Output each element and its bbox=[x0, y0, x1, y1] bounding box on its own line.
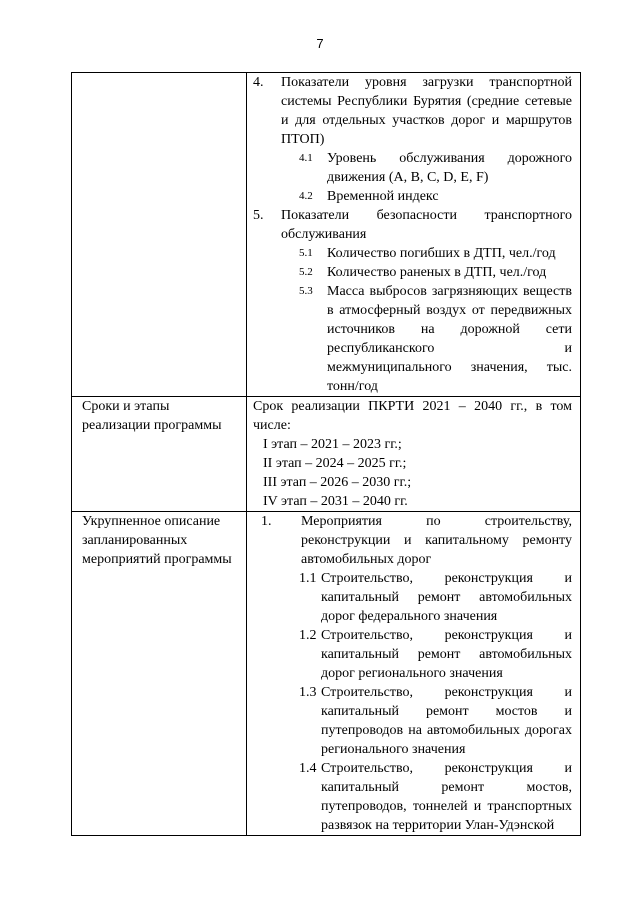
item-number: 4.1 bbox=[299, 152, 313, 164]
terms-cell bbox=[247, 397, 581, 512]
item-number: 4.2 bbox=[299, 190, 313, 202]
list-item bbox=[253, 244, 572, 263]
terms-intro: Срок реализации ПКРТИ 2021 – 2040 гг., в том числе: bbox=[253, 399, 572, 433]
item-number: 4. bbox=[253, 75, 264, 90]
table-row-activities bbox=[72, 512, 581, 836]
list-item bbox=[253, 282, 572, 396]
list-item bbox=[253, 73, 572, 149]
row-label-cell bbox=[72, 73, 247, 397]
page-number: 7 bbox=[316, 36, 324, 51]
program-passport-table bbox=[71, 72, 581, 836]
item-text: Временной индекс bbox=[327, 189, 439, 204]
item-number: 5.3 bbox=[299, 285, 313, 297]
list-item bbox=[253, 569, 572, 626]
list-item bbox=[253, 206, 572, 244]
item-text: Строительство, реконструкция и капитальный ремонт мостов, путепроводов, тоннелей и транспортных развязок на территории Улан-Удэнской bbox=[321, 761, 572, 833]
item-number: 1.1 bbox=[299, 571, 317, 586]
list-item bbox=[253, 149, 572, 187]
stage-item: I этап – 2021 – 2023 гг.; bbox=[263, 437, 402, 452]
item-text: Показатели уровня загрузки транспортной системы Республики Бурятия (средние сетевые и для отдельных участков дорог и маршрутов ПТОП) bbox=[281, 75, 572, 147]
item-text: Строительство, реконструкция и капитальный ремонт автомобильных дорог федерального значения bbox=[321, 571, 572, 624]
item-text: Показатели безопасности транспортного обслуживания bbox=[281, 208, 572, 242]
item-number: 1.2 bbox=[299, 628, 317, 643]
list-item bbox=[253, 263, 572, 282]
item-number: 5. bbox=[253, 208, 264, 223]
table-row-terms bbox=[72, 397, 581, 512]
list-item bbox=[253, 512, 572, 569]
list-item bbox=[253, 759, 572, 835]
row-label-terms: Сроки и этапы реализации программы bbox=[72, 397, 247, 512]
activities-cell bbox=[247, 512, 581, 836]
list-item bbox=[253, 187, 572, 206]
item-number: 5.2 bbox=[299, 266, 313, 278]
item-text: Строительство, реконструкция и капитальный ремонт мостов и путепроводов на автомобильных дорогах регионального значения bbox=[321, 685, 572, 757]
item-text: Масса выбросов загрязняющих веществ в атмосферный воздух от передвижных источников на дорожной сети республиканского и межмуниципального значения, тыс. тонн/год bbox=[327, 284, 572, 394]
indicators-cell bbox=[247, 73, 581, 397]
item-text: Количество погибших в ДТП, чел./год bbox=[327, 246, 556, 261]
stage-item: II этап – 2024 – 2025 гг.; bbox=[263, 456, 407, 471]
item-text: Мероприятия по строительству, реконструкции и капитальному ремонту автомобильных дорог bbox=[301, 514, 572, 567]
list-item bbox=[253, 626, 572, 683]
table-row-indicators bbox=[72, 73, 581, 397]
item-number: 1. bbox=[261, 514, 272, 529]
item-number: 5.1 bbox=[299, 247, 313, 259]
item-number: 1.3 bbox=[299, 685, 317, 700]
list-item bbox=[253, 683, 572, 759]
item-text: Количество раненых в ДТП, чел./год bbox=[327, 265, 547, 280]
row-label-activities: Укрупненное описание запланированных мероприятий программы bbox=[72, 512, 247, 836]
item-number: 1.4 bbox=[299, 761, 317, 776]
item-text: Уровень обслуживания дорожного движения (A, B, C, D, E, F) bbox=[327, 151, 572, 185]
item-text: Строительство, реконструкция и капитальный ремонт автомобильных дорог регионального значения bbox=[321, 628, 572, 681]
stage-item: III этап – 2026 – 2030 гг.; bbox=[263, 475, 412, 490]
stage-item: IV этап – 2031 – 2040 гг. bbox=[263, 494, 408, 509]
